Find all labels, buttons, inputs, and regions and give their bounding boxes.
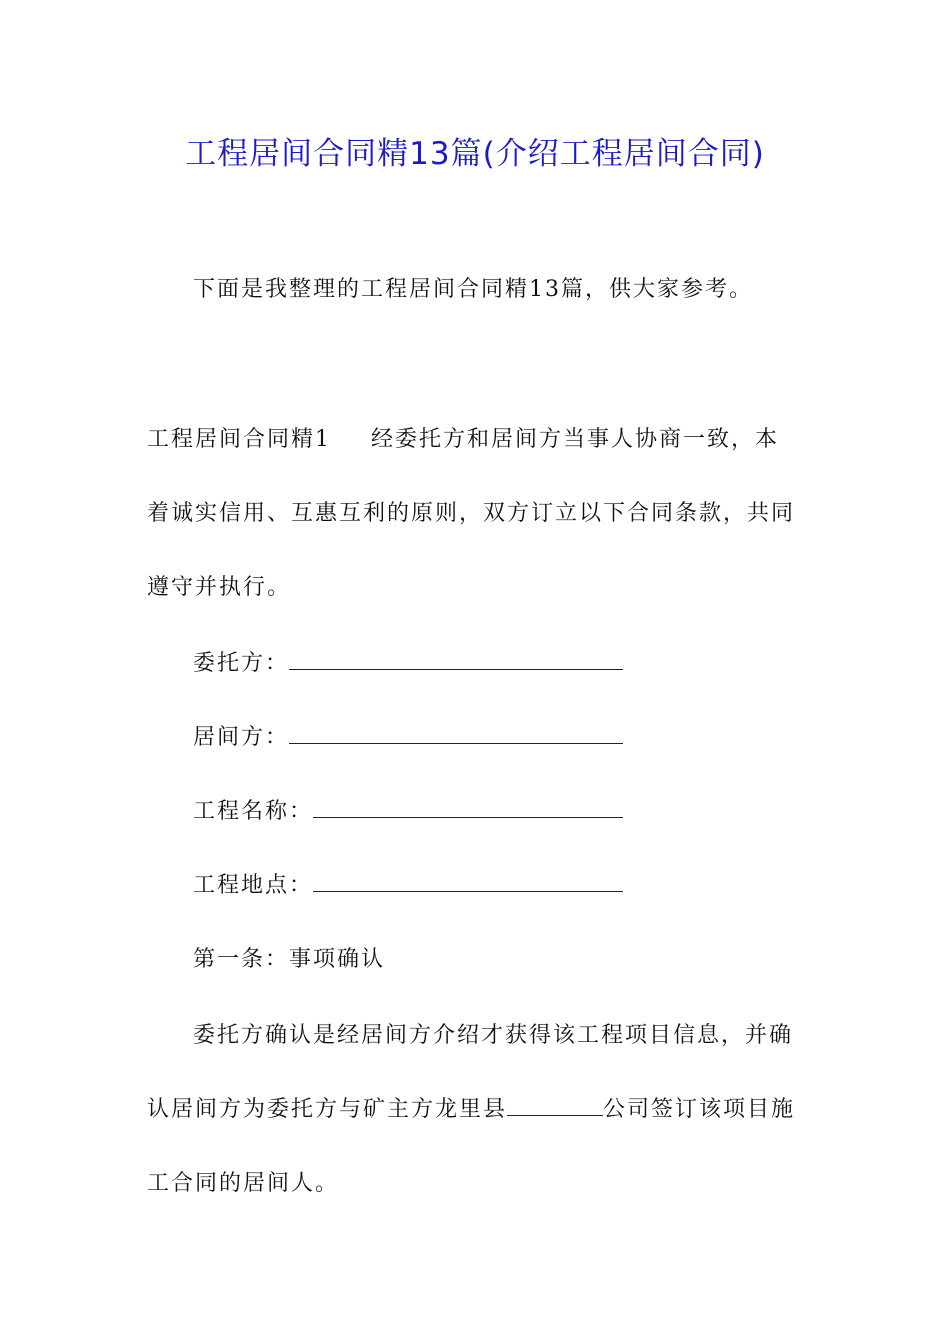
client-field <box>193 646 623 677</box>
intermediary-field <box>193 720 623 751</box>
intro-paragraph: 下面是我整理的工程居间合同精13篇，供大家参考。 <box>193 277 753 302</box>
section1-heading: 工程居间合同精1 <box>147 427 331 452</box>
article1-line2 <box>147 1092 795 1123</box>
article1-line1: 委托方确认是经居间方介绍才获得该工程项目信息，并确 <box>193 1023 794 1048</box>
section1-line1 <box>147 422 779 453</box>
intermediary-label: 居间方： <box>193 725 290 750</box>
client-blank <box>289 649 623 670</box>
project-name-field <box>193 794 623 825</box>
article1-line2-before: 认居间方为委托方与矿主方龙里县 <box>147 1097 508 1122</box>
article1-line2-after: 公司签订该项目施 <box>603 1097 796 1122</box>
project-name-blank <box>313 797 623 818</box>
section1-para-text: 经委托方和居间方当事人协商一致，本 <box>371 427 780 452</box>
document-title: 工程居间合同精13篇(介绍工程居间合同) <box>185 136 765 172</box>
company-blank <box>507 1095 603 1116</box>
project-location-field <box>193 868 623 899</box>
section1-line2: 着诚实信用、互惠互利的原则，双方订立以下合同条款，共同 <box>147 501 796 526</box>
project-location-blank <box>313 871 623 892</box>
article1-line3: 工合同的居间人。 <box>147 1171 340 1196</box>
project-name-label: 工程名称： <box>193 799 314 824</box>
article1-heading: 第一条：事项确认 <box>193 947 386 972</box>
project-location-label: 工程地点： <box>193 873 314 898</box>
client-label: 委托方： <box>193 651 290 676</box>
intermediary-blank <box>289 723 623 744</box>
section1-line3: 遵守并执行。 <box>147 575 292 600</box>
